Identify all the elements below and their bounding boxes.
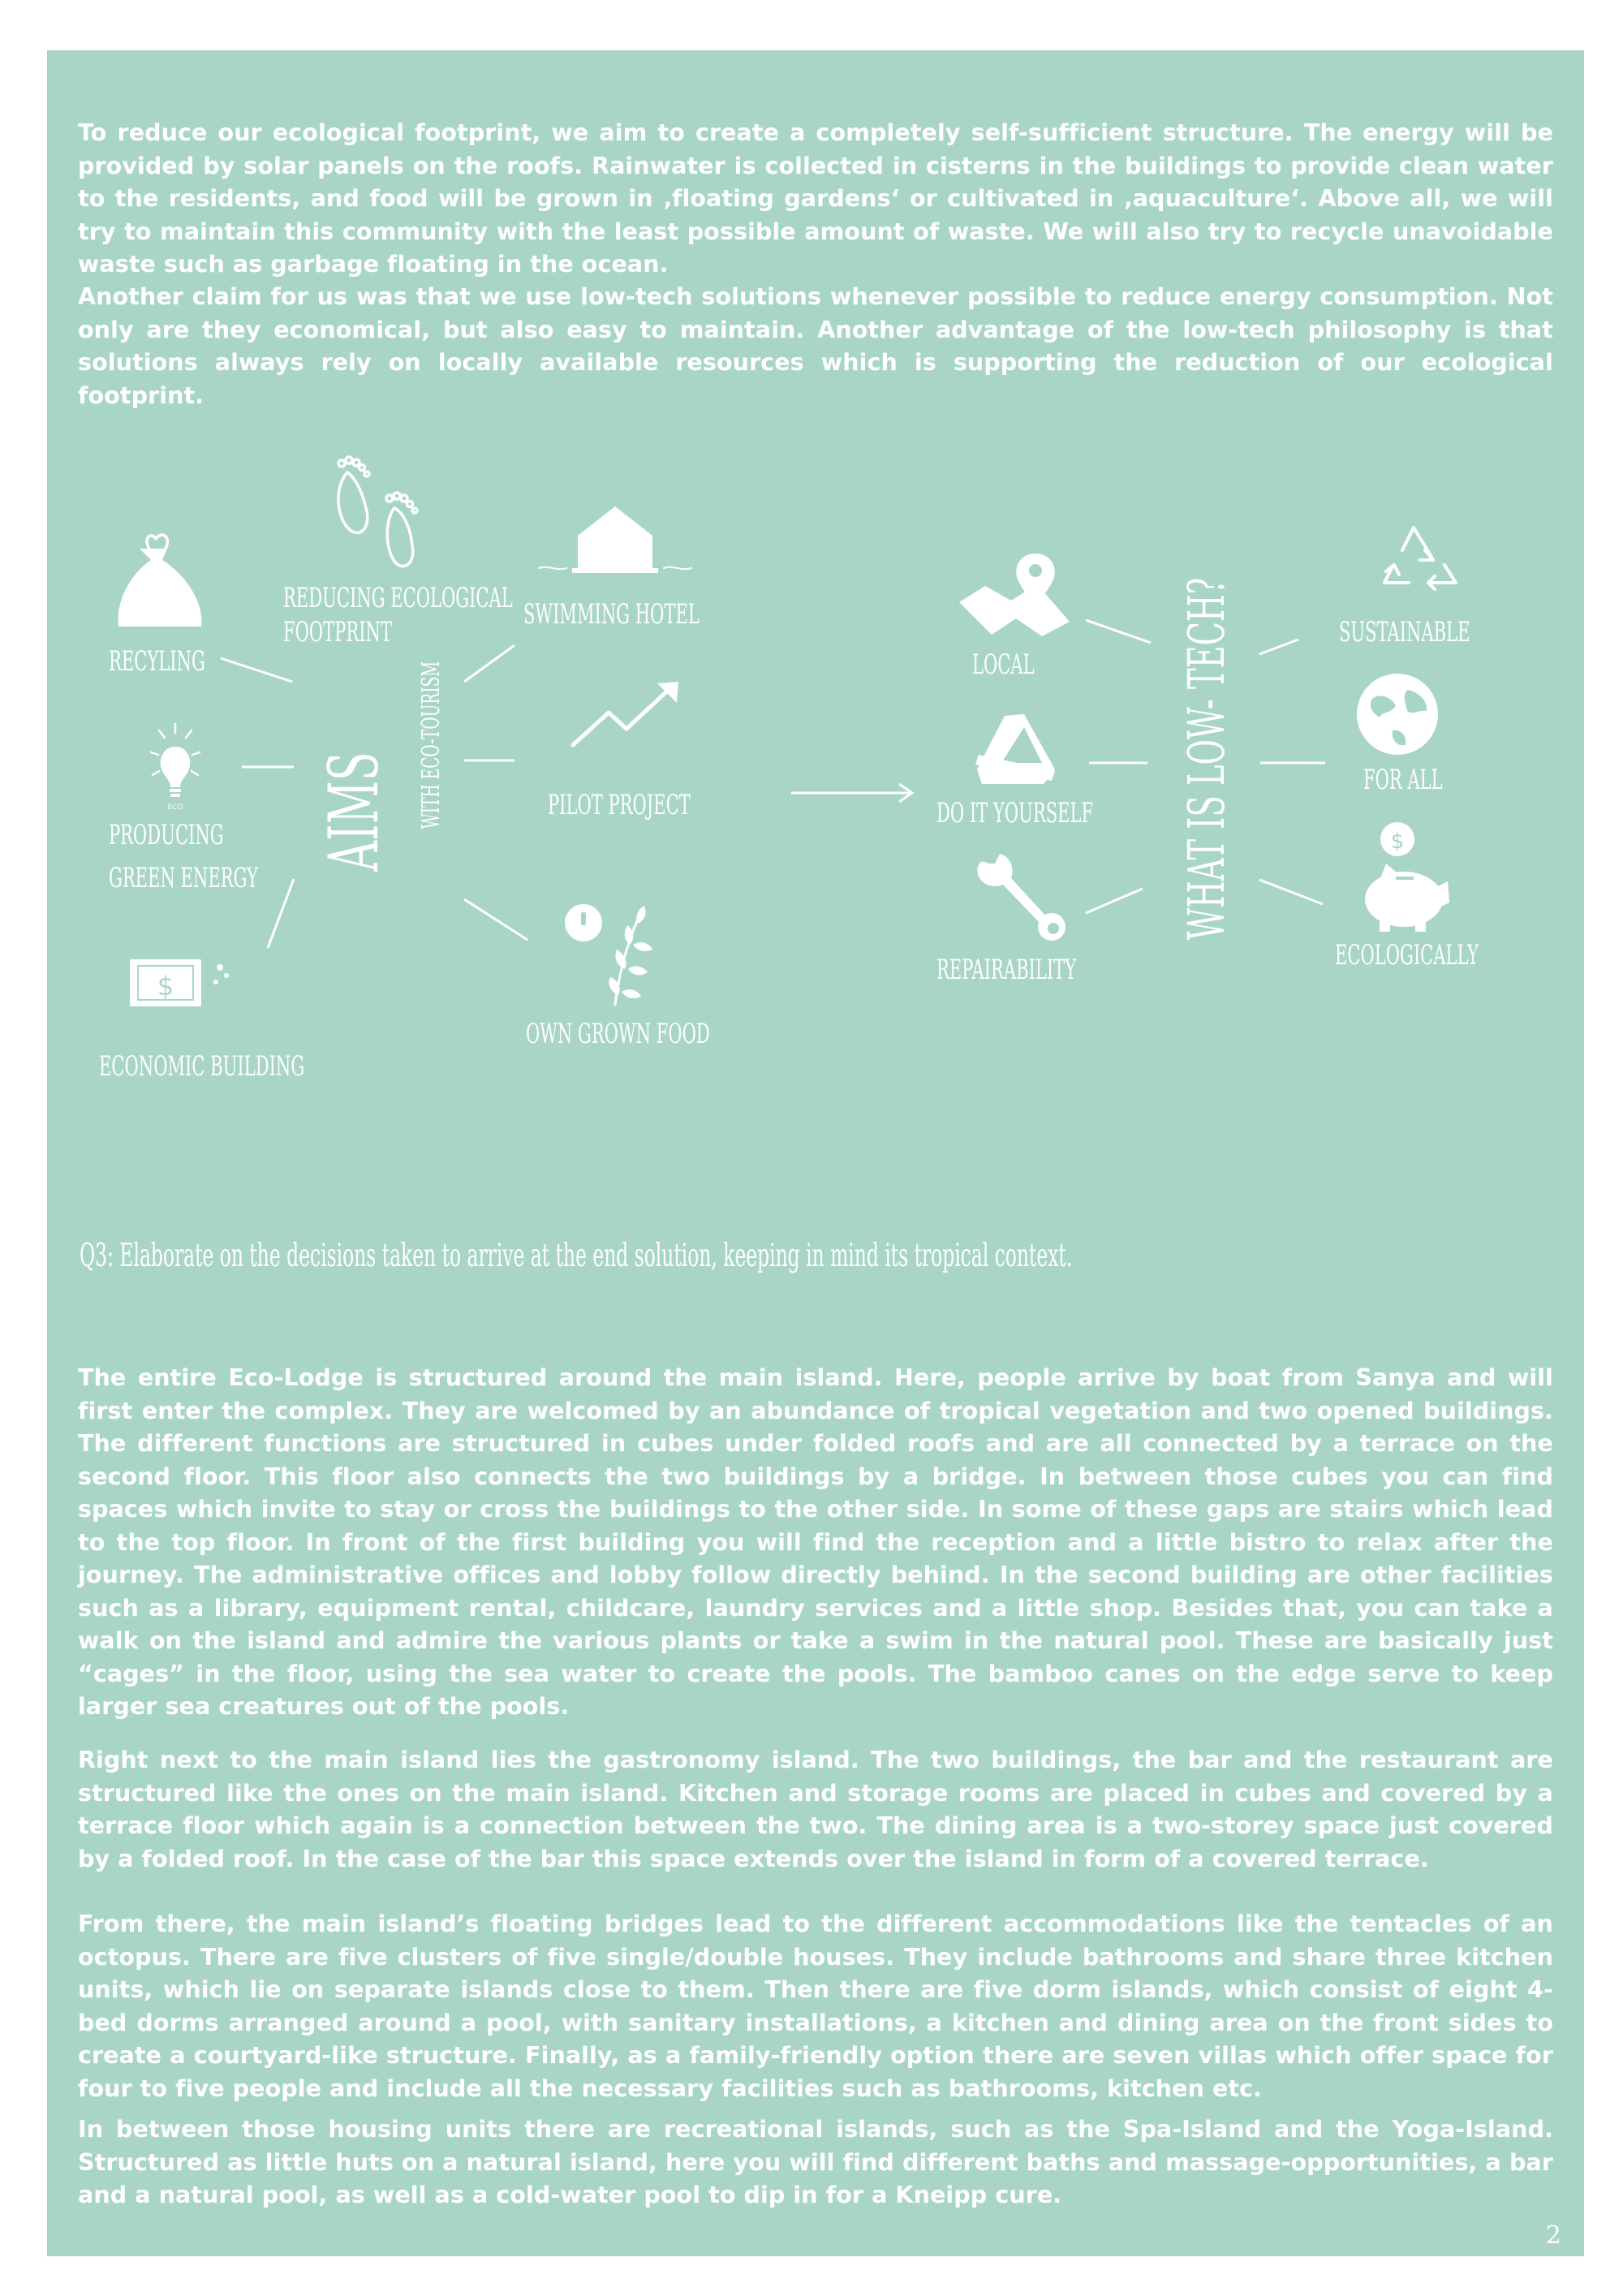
line-food xyxy=(464,899,527,940)
label-sustainable: SUSTAINABLE xyxy=(1339,615,1470,648)
footprints-icon xyxy=(338,457,417,566)
aims-title-group xyxy=(315,752,394,872)
grain-icon xyxy=(565,904,652,1005)
label-footprint-1: REDUCING ECOLOGICAL xyxy=(283,581,513,614)
lowtech-title-group xyxy=(1178,578,1237,940)
q3-paragraph-4: In between those housing units there are recreational islands, such as the Spa-Island and the Yoga-Island. Structured as little huts on a natural island, here you will find different baths and massage-opportunities, a bar and a natural pool, as well as a cold-water pool to dip in for a Kneipp cure. xyxy=(78,2116,1553,2208)
label-for-all: FOR ALL xyxy=(1363,763,1443,796)
intro-paragraph-1: To reduce our ecological footprint, we aim to create a completely self-sufficient structure. The energy will be provided by solar panels on the roofs. Rainwater is collected in cisterns in the buildings to provide clean water to the residents, and food will be grown in ‚floating gardens‘ or cultivated in ‚aquaculture‘. Above all, we will try to maintain this community with the least possible amount of waste. We will also try to recycle unavoidable waste such as garbage floating in the ocean. xyxy=(78,119,1553,278)
map-pin-icon xyxy=(959,554,1070,636)
label-ecologically: ECOLOGICALLY xyxy=(1335,938,1479,971)
label-recycling: RECYLING xyxy=(109,644,205,678)
aims-subtitle: WITH ECO-TOURISM xyxy=(416,661,446,829)
label-economic-building: ECONOMIC BUILDING xyxy=(99,1049,305,1083)
garbage-bag-icon xyxy=(118,535,201,627)
q3-paragraph-3: From there, the main island’s floating bridges lead to the different accommodations like the tentacles of an octopus. There are five clusters of five single/double houses. They include bathrooms and share three kitchen units, which lie on separate islands close to them. Then there are five dorm islands, which consist of eight 4-bed dorms arranged around a pool, with sanitary installations, a kitchen and dining area on the front sides to create a courtyard-like structure. Finally, as a family-friendly option there are seven villas which offer space for four to five people and include all the necessary facilities such as bathrooms, kitchen etc. xyxy=(78,1910,1553,2102)
recycle-icon xyxy=(1384,528,1456,589)
lightbulb-icon xyxy=(151,724,200,812)
rising-arrow-icon xyxy=(573,682,678,745)
label-diy: DO IT YOURSELF xyxy=(936,796,1094,829)
q3-paragraph-1: The entire Eco-Lodge is structured around the main island. Here, people arrive by boat from Sanya and will first enter the complex. They are welcomed by an abundance of tropical vegetation and two opened buildings. The different functions are structured in cubes under folded roofs and are all connected by a terrace on the second floor. This floor also connects the two buildings by a bridge. In between those cubes you can find spaces which invite to stay or cross the buildings to the other side. In some of these gaps are stairs which lead to the top floor. In front of the first building you will find the reception and a little bistro to relax after the journey. The administrative offices and lobby follow directly behind. In the second building are other facilities such as a library, equipment rental, childcare, laundry services and a little shop. Besides that, you can take a walk on the island and admire the various plants or take a swim in the natural pool. These are basically just “cages” in the floor, using the sea water to create the pools. The bamboo canes on the edge serve to keep larger sea creatures out of the pools. xyxy=(78,1364,1553,1720)
aims-title: AIMS xyxy=(315,752,394,872)
label-own-grown-food: OWN GROWN FOOD xyxy=(526,1017,710,1050)
label-repairability: REPAIRABILITY xyxy=(936,953,1077,986)
intro-paragraph-2: Another claim for us was that we use low-tech solutions whenever possible to reduce energy consumption. Not only are they economical, but also easy to maintain. Another advantage of the low-tech philosophy is that solutions always rely on locally available resources which is supporting the reduction of our ecological footprint. xyxy=(78,283,1553,409)
line-repairability xyxy=(1086,889,1143,913)
label-pilot-project: PILOT PROJECT xyxy=(548,788,691,821)
label-local: LOCAL xyxy=(972,648,1035,681)
label-energy-2: GREEN ENERGY xyxy=(109,861,258,894)
label-footprint-2: FOOTPRINT xyxy=(283,615,393,648)
label-swimming-hotel: SWIMMING HOTEL xyxy=(523,597,700,631)
wrench-icon xyxy=(978,854,1066,941)
line-local xyxy=(1086,620,1151,643)
right-arrow-icon xyxy=(791,784,912,802)
q3-heading: Q3: Elaborate on the decisions taken to arrive at the end solution, keeping in mind its tropical context. xyxy=(80,1238,1073,1274)
q3-paragraph-2: Right next to the main island lies the gastronomy island. The two buildings, the bar and the restaurant are structured like the ones on the main island. Kitchen and storage rooms are placed in cubes and covered by a terrace floor which again is a connection between the two. The dining area is a two-storey space just covered by a folded roof. In the case of the bar this space extends over the island in form of a covered terrace. xyxy=(78,1747,1553,1872)
page-number: 2 xyxy=(1545,2221,1561,2250)
piggy-bank-icon xyxy=(1365,822,1449,932)
line-ecologically xyxy=(1259,880,1323,904)
lowtech-title: WHAT IS LOW- TECH? xyxy=(1177,577,1237,941)
floating-house-icon xyxy=(539,506,691,573)
line-hotel xyxy=(464,645,514,682)
tools-triangle-icon xyxy=(975,714,1055,784)
line-economic xyxy=(268,879,294,948)
globe-icon xyxy=(1357,674,1438,755)
line-recycling xyxy=(221,658,292,682)
label-energy-1: PRODUCING xyxy=(109,818,224,851)
aims-subtitle-group xyxy=(416,661,445,829)
svg-text:$: $ xyxy=(1390,829,1405,854)
bulb-eco-text: ECO xyxy=(167,803,183,812)
svg-text:$: $ xyxy=(157,971,174,1002)
line-sustainable xyxy=(1259,640,1298,654)
banknote-icon xyxy=(130,959,229,1006)
